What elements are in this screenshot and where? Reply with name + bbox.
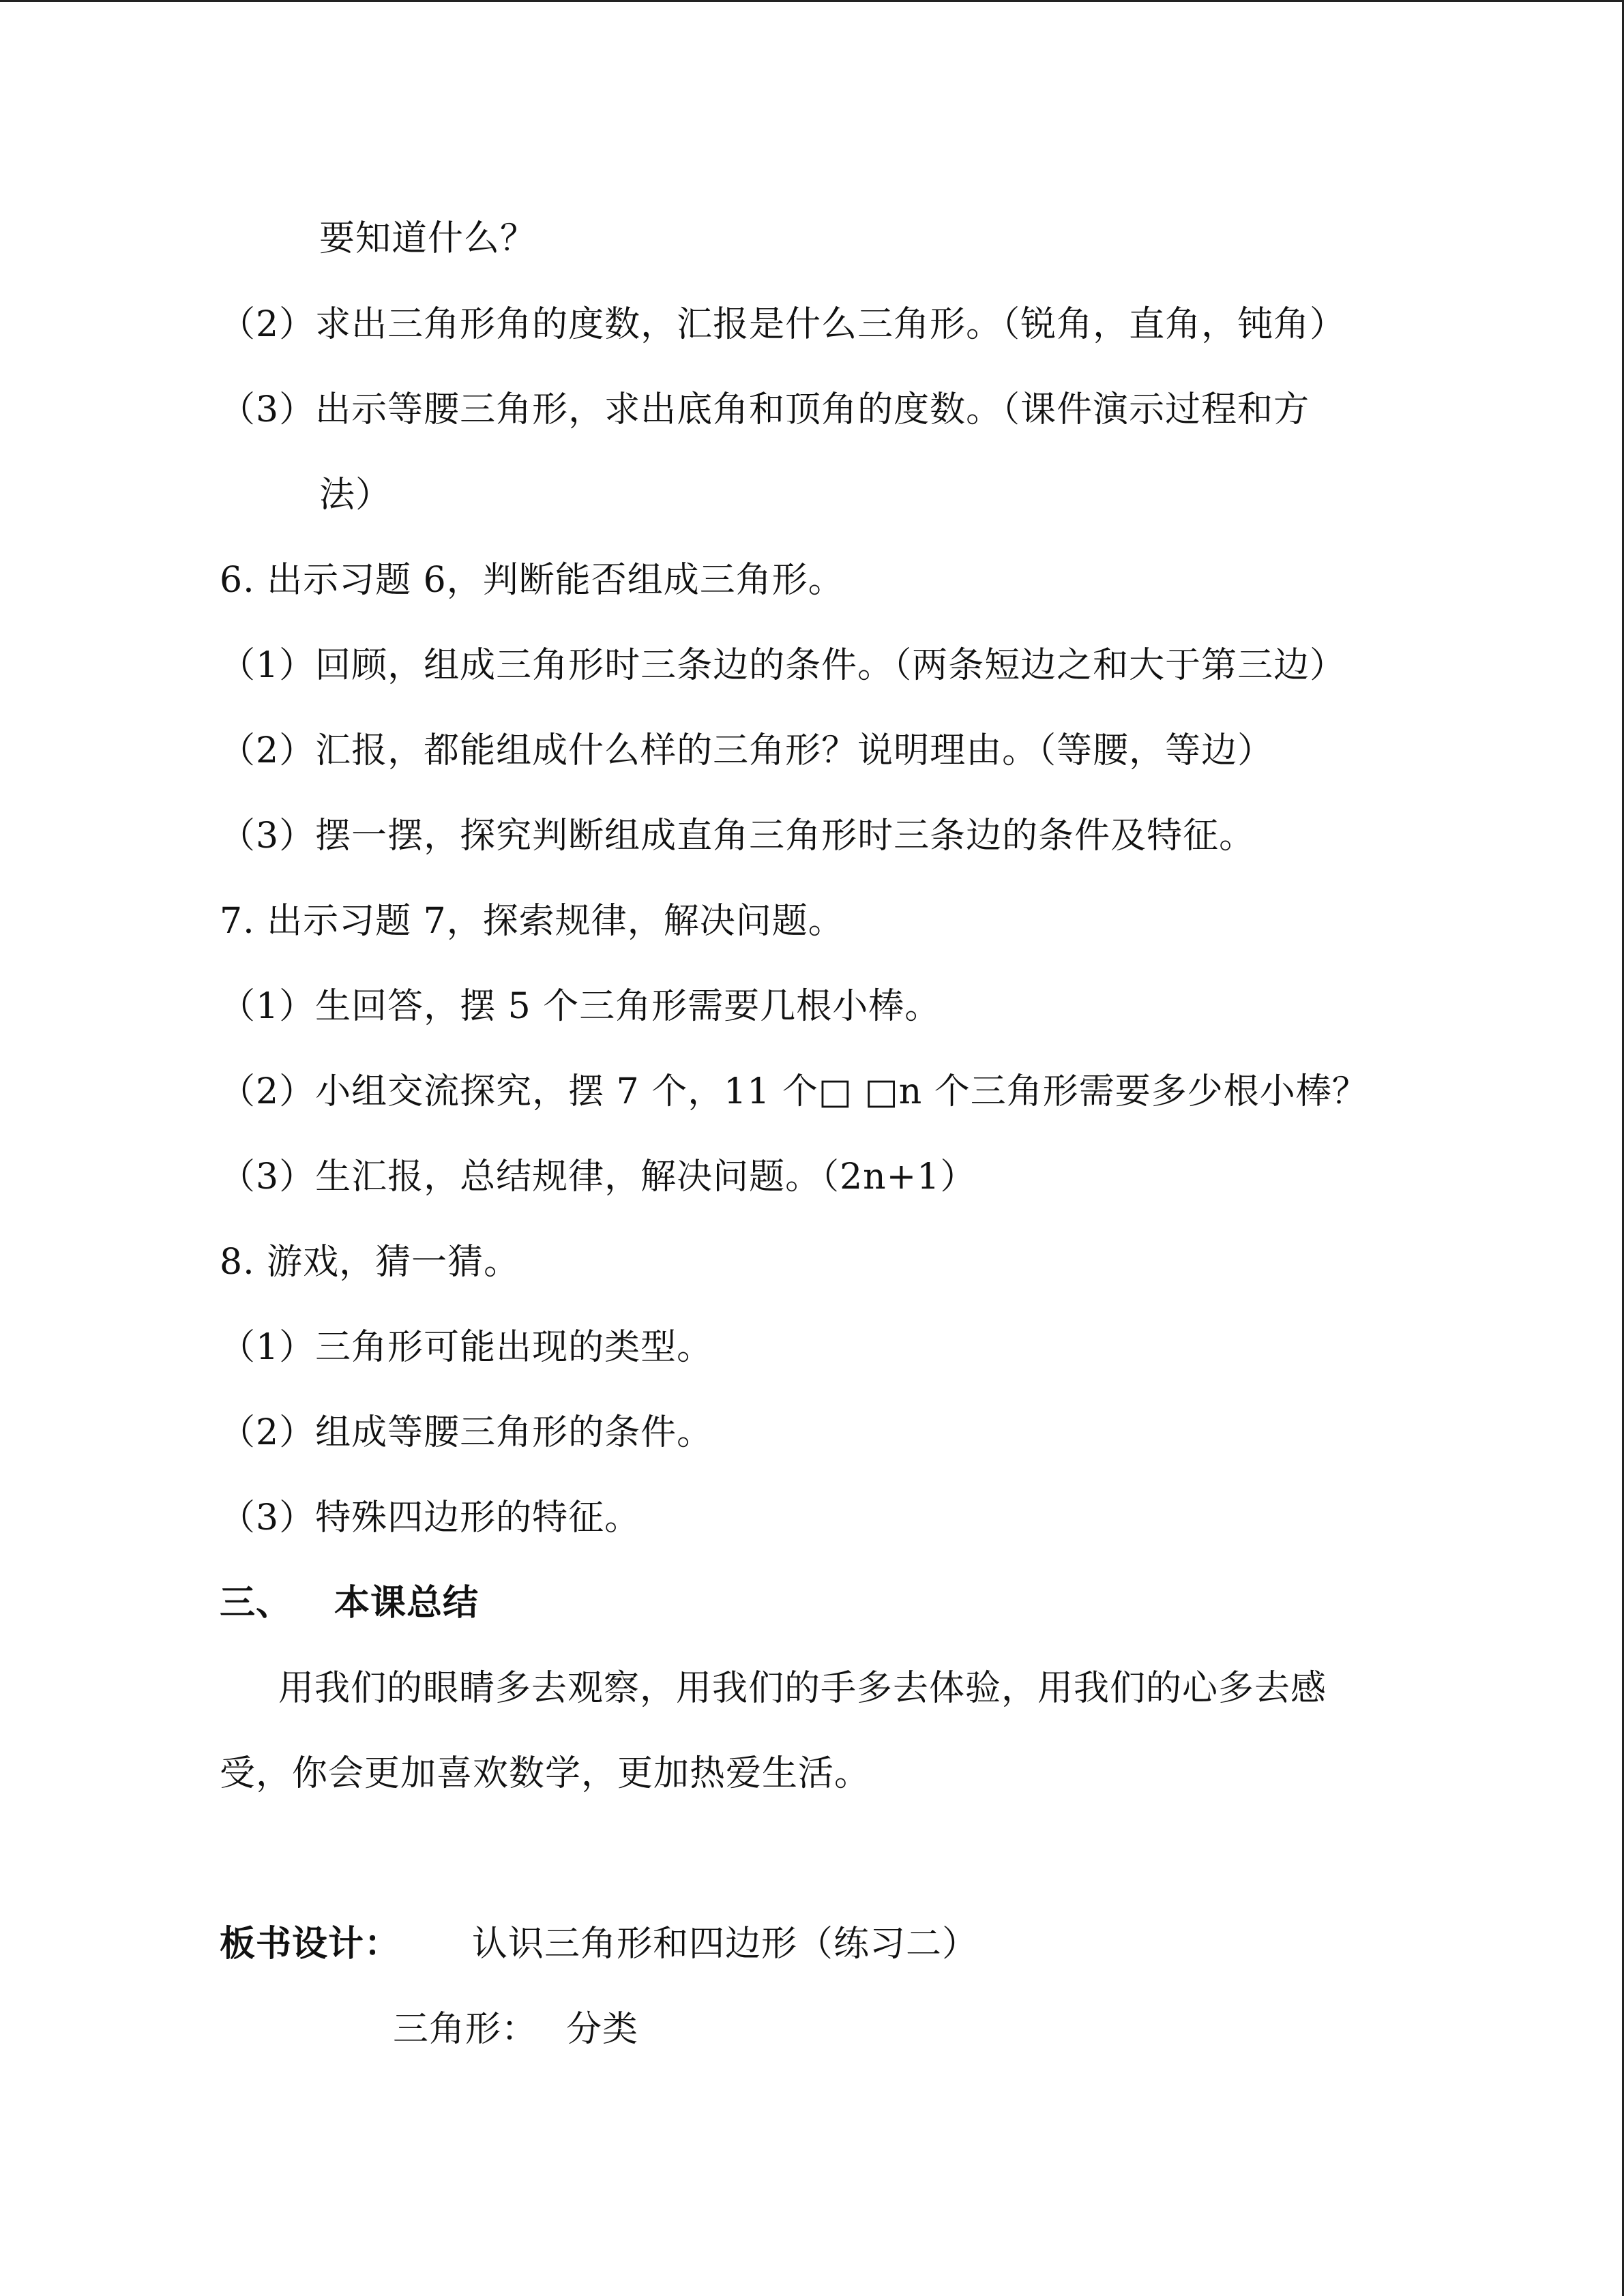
text-line: （2）组成等腰三角形的条件。: [220, 1412, 713, 1453]
text-line: （2）小组交流探究，摆 7 个，11 个□ □n 个三角形需要多少根小棒？: [220, 1071, 1368, 1112]
board-design-label: 板书设计：: [220, 1924, 401, 1965]
text-line: （2）求出三角形角的度数，汇报是什么三角形。（锐角，直角，钝角）: [220, 304, 1346, 345]
text-line: （1）三角形可能出现的类型。: [220, 1327, 713, 1368]
board-sub-value: 分类: [566, 2009, 639, 2050]
section-heading-title: 本课总结: [334, 1583, 479, 1624]
text-line: 8. 游戏，猜一猜。: [220, 1242, 520, 1283]
text-line: （2）汇报，都能组成什么样的三角形？说明理由。（等腰，等边）: [220, 730, 1274, 771]
board-design-title: 认识三角形和四边形（练习二）: [472, 1924, 979, 1965]
section-heading-number: 三、: [220, 1583, 293, 1624]
text-line: 7. 出示习题 7，探索规律，解决问题。: [220, 901, 844, 942]
text-line: （3）出示等腰三角形，求出底角和顶角的度数。（课件演示过程和方: [220, 389, 1310, 430]
text-line: （3）摆一摆，探究判断组成直角三角形时三条边的条件及特征。: [220, 816, 1256, 856]
text-line: （3）特殊四边形的特征。: [220, 1497, 641, 1538]
text-line: 6. 出示习题 6，判断能否组成三角形。: [220, 560, 844, 601]
text-line: 法）: [319, 475, 392, 516]
text-line: （1）回顾，组成三角形时三条边的条件。（两条短边之和大于第三边）: [220, 645, 1346, 686]
text-line: （1）生回答，摆 5 个三角形需要几根小棒。: [220, 986, 941, 1027]
text-line: 要知道什么？: [319, 218, 537, 259]
summary-paragraph-line: 受，你会更加喜欢数学，更加热爱生活。: [220, 1753, 871, 1794]
summary-paragraph-line: 用我们的眼睛多去观察，用我们的手多去体验，用我们的心多去感: [278, 1668, 1327, 1709]
text-line: （3）生汇报，总结规律，解决问题。（2n+1）: [220, 1157, 977, 1197]
board-sub-label: 三角形：: [393, 2009, 538, 2050]
page-top-border: [0, 0, 1624, 2]
